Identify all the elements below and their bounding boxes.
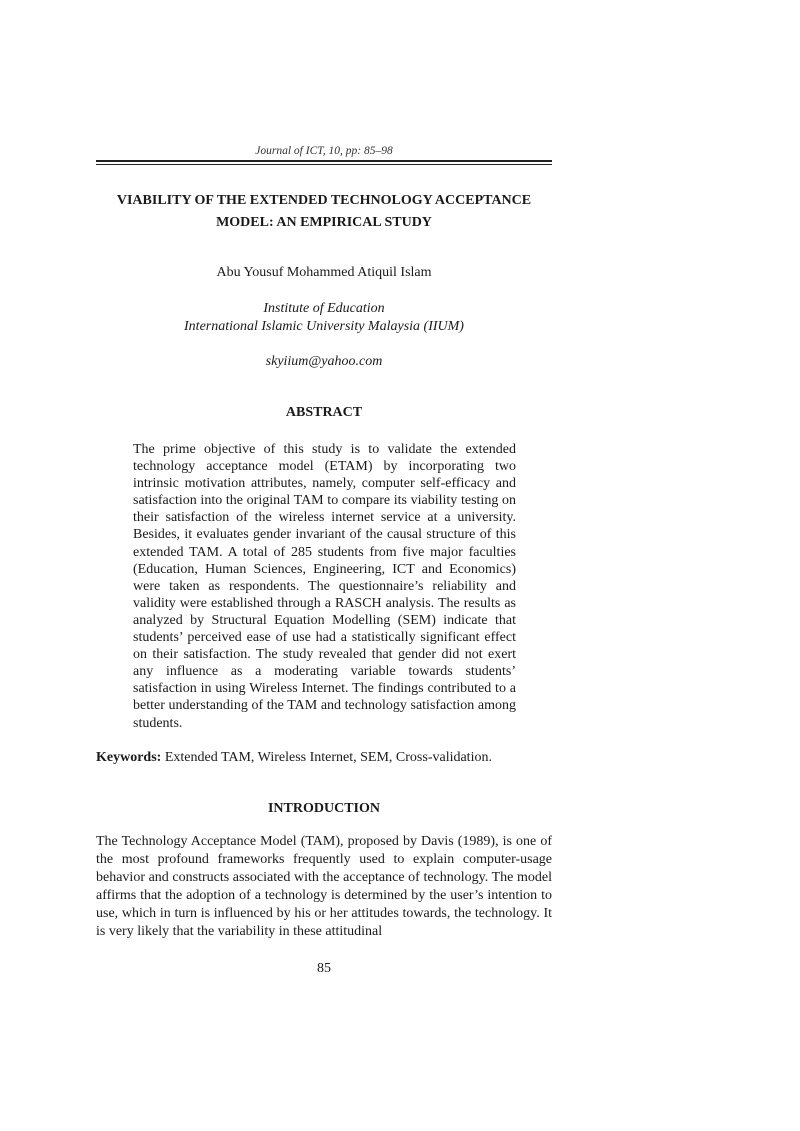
- keywords-label: Keywords:: [96, 750, 162, 765]
- abstract-heading: ABSTRACT: [285, 405, 363, 420]
- header-rule-thin: [96, 164, 552, 165]
- affiliation-line-1: Institute of Education: [263, 301, 385, 316]
- author-affiliation: [96, 300, 552, 336]
- header-rule-thick: [96, 160, 552, 162]
- journal-header: Journal of ICT, 10, pp: 85–98: [255, 145, 393, 157]
- keywords-text: Extended TAM, Wireless Internet, SEM, Cross-validation.: [161, 750, 492, 765]
- paper-title-line-1: VIABILITY OF THE EXTENDED TECHNOLOGY ACCEPTANCE: [116, 193, 532, 208]
- author-email: skyiium@yahoo.com: [265, 354, 383, 369]
- abstract-body: The prime objective of this study is to validate the extended technology acceptance model (ETAM) by incorporating two intrinsic motivation attributes, namely, computer self-efficacy and satisfaction into the original TAM to compare its viability testing on their satisfaction of the wireless internet service at a university. Besides, it evaluates gender invariant of the causal structure of this extended TAM. A total of 285 students from five major faculties (Education, Human Sciences, Engineering, ICT and Economics) were taken as respondents. The questionnaire’s reliability and validity were established through a RASCH analysis. The results as analyzed by Structural Equation Modelling (SEM) indicate that students’ perceived ease of use had a statistically significant effect on their satisfaction. The study revealed that gender did not exert any influence as a moderating variable towards students’ satisfaction in using Wireless Internet. The findings contributed to a better understanding of the TAM and technology satisfaction among students.: [133, 442, 516, 731]
- page-number: 85: [317, 961, 331, 976]
- paper-title: [96, 190, 552, 234]
- author-name: Abu Yousuf Mohammed Atiquil Islam: [216, 265, 432, 280]
- introduction-heading: INTRODUCTION: [267, 801, 380, 816]
- keywords: [96, 750, 552, 766]
- paper-title-line-2: MODEL: AN EMPIRICAL STUDY: [216, 215, 432, 230]
- affiliation-line-2: International Islamic University Malaysia (IIUM): [184, 319, 464, 334]
- introduction-body: The Technology Acceptance Model (TAM), proposed by Davis (1989), is one of the most profound frameworks frequently used to explain computer-usage behavior and constructs associated with the acceptance of technology. The model affirms that the adoption of a technology is determined by the user’s intention to use, which in turn is influenced by his or her attitudes towards, the technology. It is very likely that the variability in these attitudinal: [96, 834, 552, 939]
